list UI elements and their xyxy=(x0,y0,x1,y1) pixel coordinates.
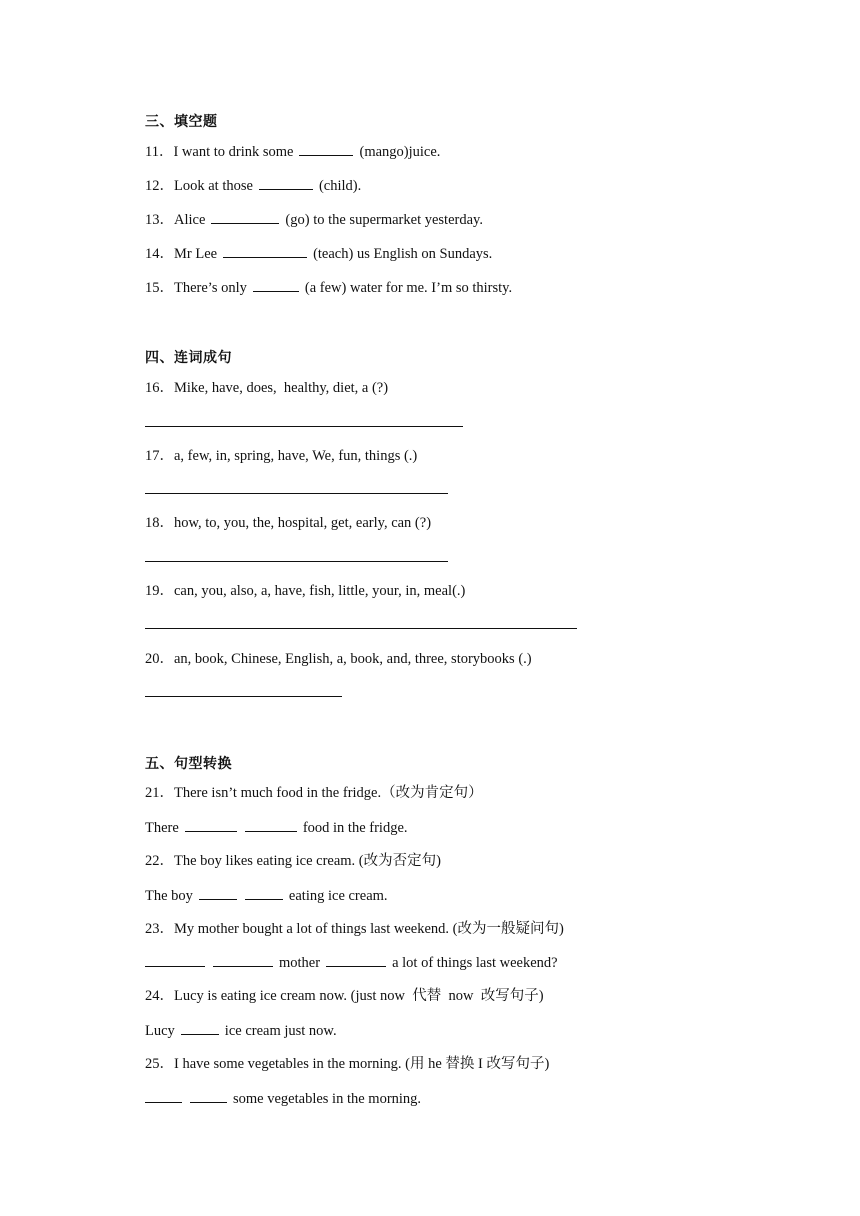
answer-text: eating ice cream. xyxy=(288,888,388,904)
question-16: 16．Mike, have, does, healthy, diet, a (?) xyxy=(145,380,389,396)
answer-line-20[interactable] xyxy=(145,696,342,697)
answer-blank[interactable] xyxy=(199,886,237,900)
question-14 xyxy=(145,244,492,263)
section-heading-sentence-transformation: 五、句型转换 xyxy=(145,756,232,772)
question-24: 24．Lucy is eating ice cream now. (just now 代替 now 改写句子) xyxy=(145,988,544,1004)
question-text: (child). xyxy=(318,178,362,194)
answer-row-25 xyxy=(145,1089,421,1108)
answer-row-24 xyxy=(145,1021,337,1040)
answer-text: a lot of things last weekend? xyxy=(392,955,558,971)
question-text: 14．Mr Lee xyxy=(145,246,218,262)
question-21: 21．There isn’t much food in the fridge.（改为肯定句） xyxy=(145,785,483,801)
question-25: 25．I have some vegetables in the morning. (用 he 替换 I 改写句子) xyxy=(145,1056,550,1072)
answer-blank[interactable] xyxy=(253,278,299,292)
answer-blank[interactable] xyxy=(190,1089,227,1103)
section-heading-fill-in-blanks: 三、填空题 xyxy=(145,114,218,130)
answer-blank[interactable] xyxy=(259,176,313,190)
answer-blank[interactable] xyxy=(245,886,283,900)
answer-blank[interactable] xyxy=(185,818,237,832)
question-text: 13．Alice xyxy=(145,212,206,228)
answer-line-18[interactable] xyxy=(145,561,448,562)
answer-text: food in the fridge. xyxy=(302,820,408,836)
answer-text: some vegetables in the morning. xyxy=(233,1091,422,1107)
answer-blank[interactable] xyxy=(223,244,307,258)
answer-blank[interactable] xyxy=(326,953,386,967)
answer-blank[interactable] xyxy=(213,953,273,967)
question-text: 12．Look at those xyxy=(145,178,253,194)
answer-text: mother xyxy=(279,955,321,971)
answer-blank[interactable] xyxy=(245,818,297,832)
question-20: 20．an, book, Chinese, English, a, book, and, three, storybooks (.) xyxy=(145,651,532,667)
answer-text: There xyxy=(145,820,179,836)
question-text: (go) to the supermarket yesterday. xyxy=(285,212,483,228)
question-15 xyxy=(145,278,512,297)
question-11 xyxy=(145,142,440,161)
question-text: (teach) us English on Sundays. xyxy=(313,246,493,262)
answer-line-19[interactable] xyxy=(145,628,577,629)
answer-text: ice cream just now. xyxy=(224,1023,337,1039)
answer-line-17[interactable] xyxy=(145,493,448,494)
answer-blank[interactable] xyxy=(211,210,279,224)
question-22: 22．The boy likes eating ice cream. (改为否定句) xyxy=(145,853,441,869)
question-text: (mango)juice. xyxy=(359,144,441,160)
question-18: 18．how, to, you, the, hospital, get, early, can (?) xyxy=(145,515,432,531)
answer-row-21 xyxy=(145,818,408,837)
answer-text: Lucy xyxy=(145,1023,175,1039)
question-12 xyxy=(145,176,361,195)
question-19: 19．can, you, also, a, have, fish, little, your, in, meal(.) xyxy=(145,583,466,599)
question-17: 17．a, few, in, spring, have, We, fun, things (.) xyxy=(145,448,418,464)
question-text: 11．I want to drink some xyxy=(145,144,294,160)
section-heading-sentence-building: 四、连词成句 xyxy=(145,350,232,366)
answer-text: The boy xyxy=(145,888,193,904)
answer-row-23 xyxy=(145,953,558,972)
answer-blank[interactable] xyxy=(145,953,205,967)
answer-blank[interactable] xyxy=(145,1089,182,1103)
answer-blank[interactable] xyxy=(181,1021,219,1035)
answer-line-16[interactable] xyxy=(145,426,463,427)
answer-row-22 xyxy=(145,886,388,905)
question-13 xyxy=(145,210,483,229)
question-23: 23．My mother bought a lot of things last weekend. (改为一般疑问句) xyxy=(145,921,564,937)
question-text: (a few) water for me. I’m so thirsty. xyxy=(304,280,513,296)
question-text: 15．There’s only xyxy=(145,280,247,296)
answer-blank[interactable] xyxy=(299,142,353,156)
